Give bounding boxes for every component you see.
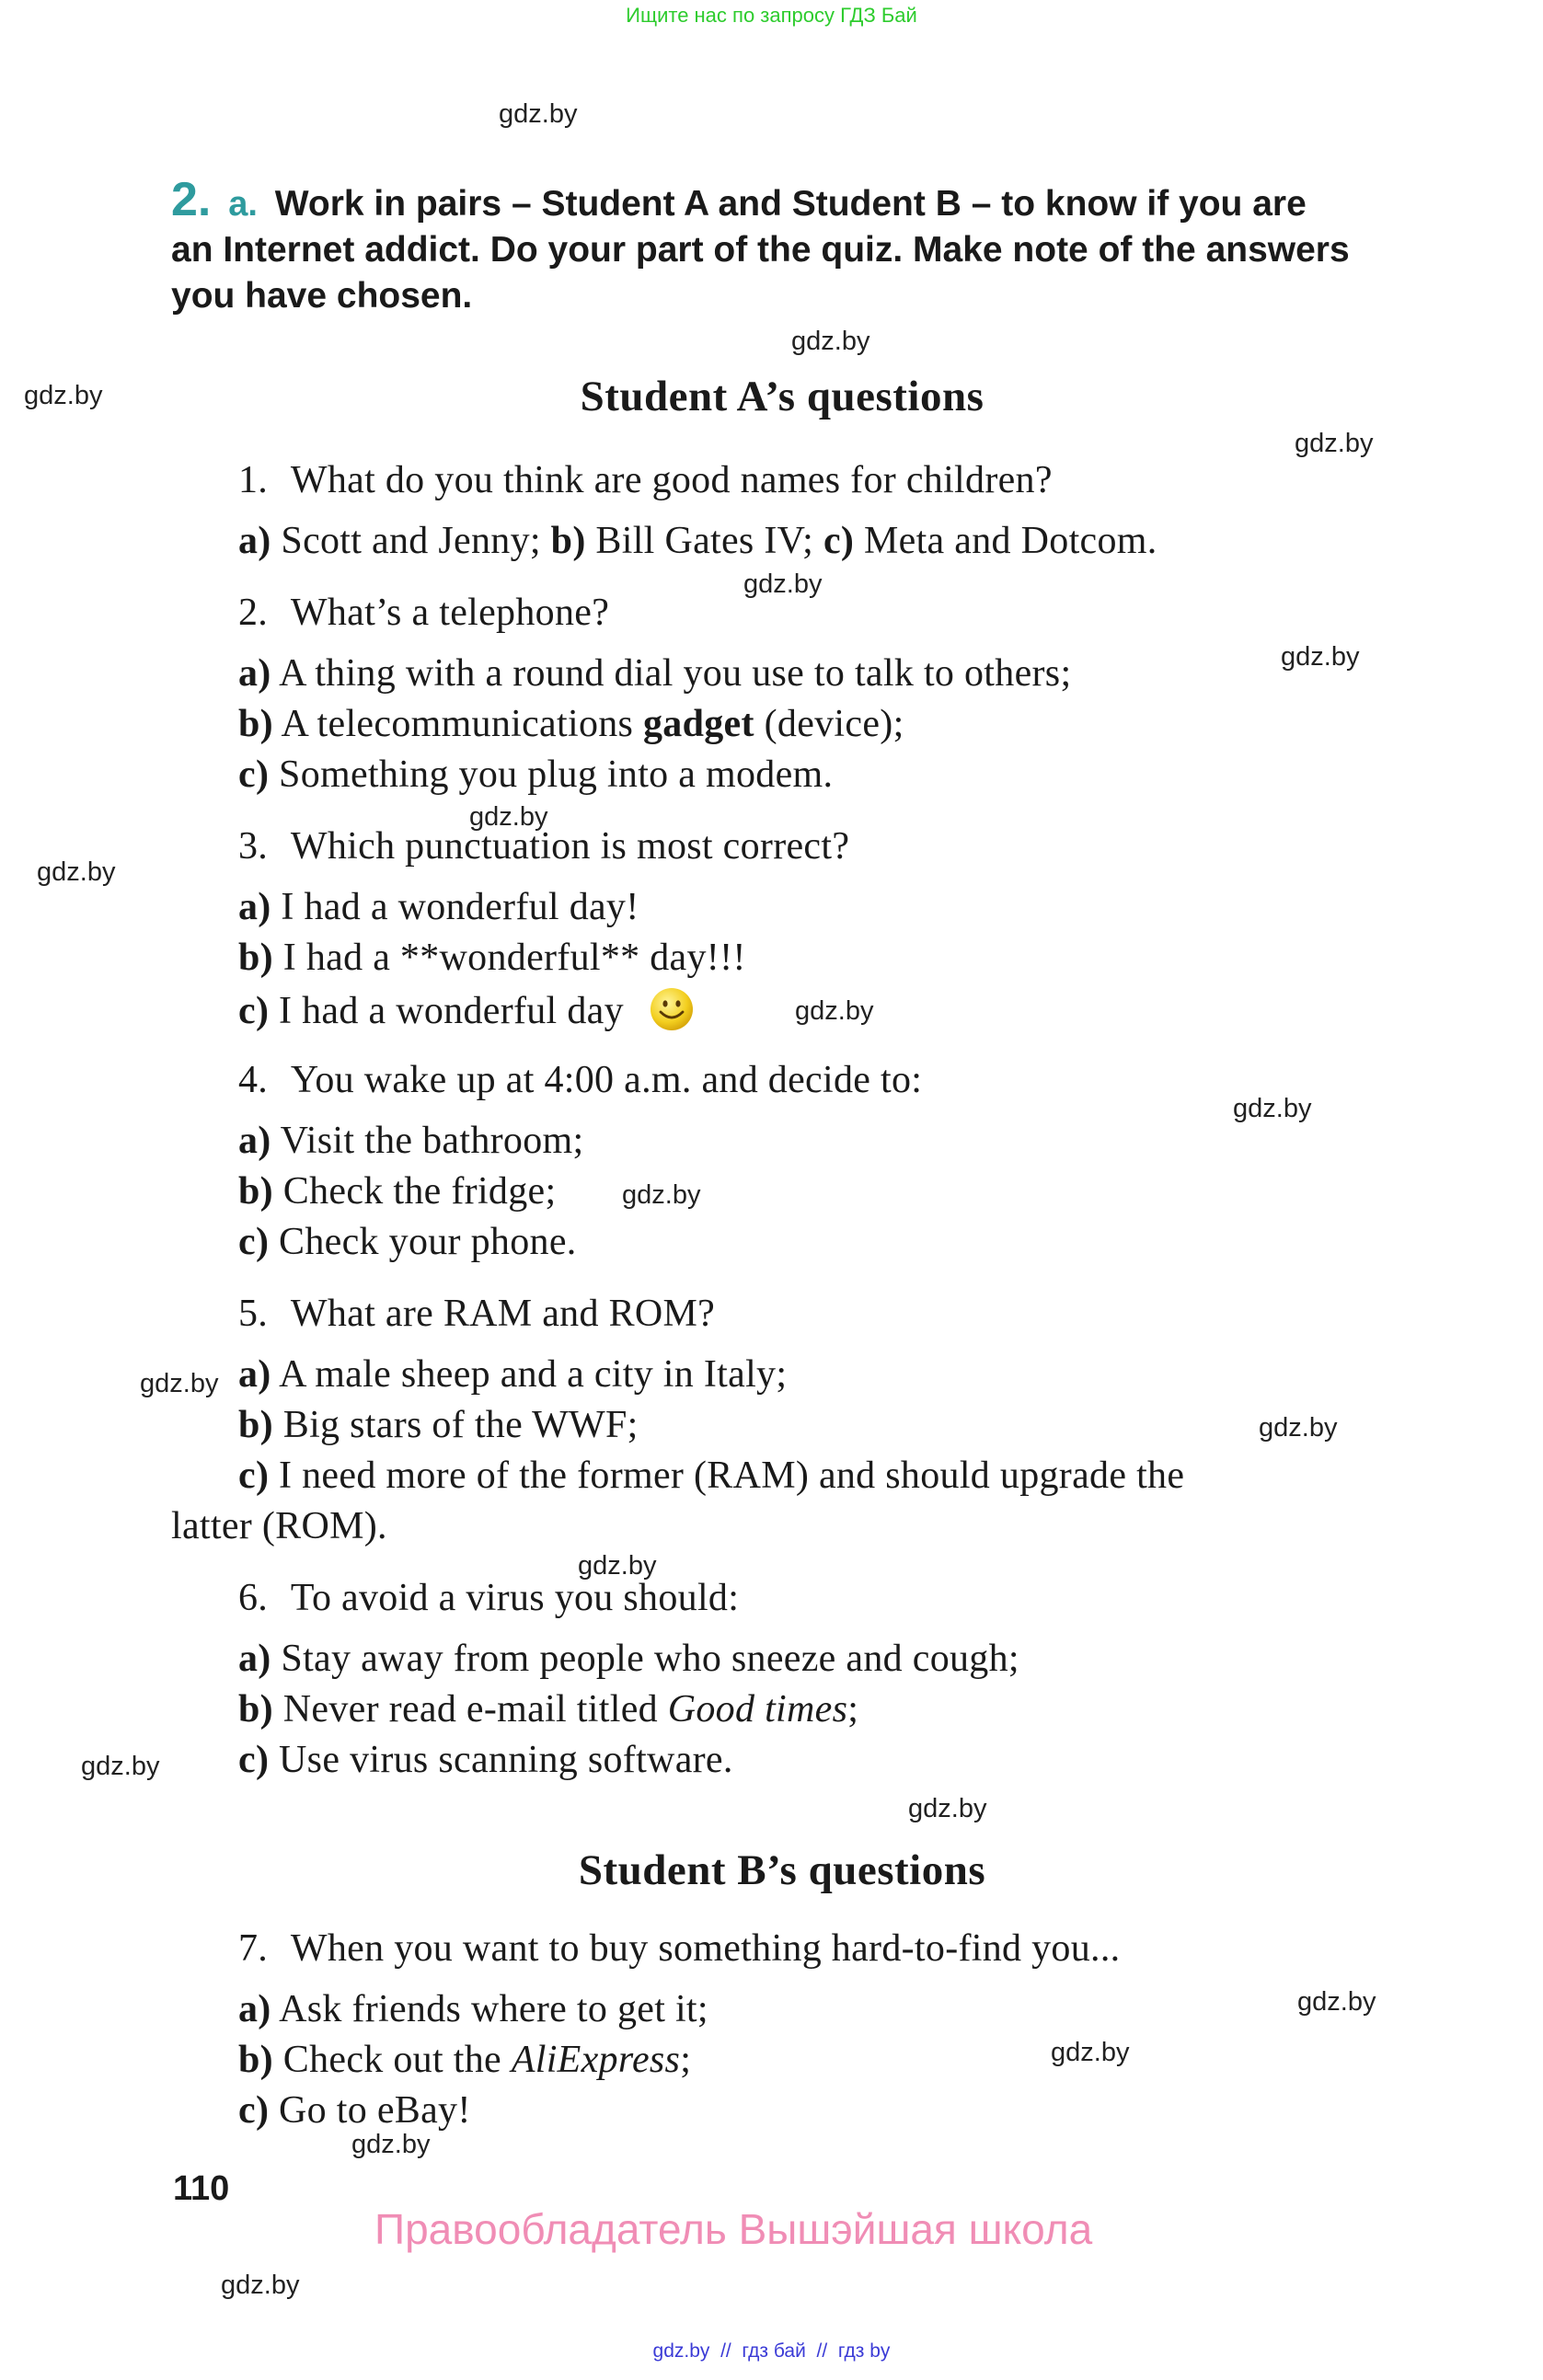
option-text: Check the fridge; <box>282 1170 557 1213</box>
watermark: gdz.by <box>908 1794 987 1823</box>
option-label: c) <box>238 753 270 796</box>
watermark: gdz.by <box>791 327 870 356</box>
question-number: 3. <box>238 825 269 868</box>
option-label: c) <box>823 520 855 562</box>
option-label: b) <box>238 703 273 745</box>
option-b <box>238 936 746 980</box>
option-text: Never read e-mail titled <box>282 1688 658 1730</box>
option-label: b) <box>238 1688 273 1730</box>
watermark: gdz.by <box>743 569 823 599</box>
question-number: 7. <box>238 1927 269 1970</box>
question-number: 2. <box>238 592 269 634</box>
question-text: What are RAM and ROM? <box>290 1293 716 1335</box>
option-label: c) <box>238 1221 270 1263</box>
option-label: a) <box>238 1120 271 1162</box>
question-text: What do you think are good names for children? <box>290 459 1053 501</box>
copyright-holder: Правообладатель Вышэйшая школа <box>374 2205 1093 2253</box>
option-text: ; <box>847 1688 859 1730</box>
option-label: a) <box>238 652 271 695</box>
question-text: What’s a telephone? <box>290 592 610 634</box>
task-line-1 <box>171 173 1350 227</box>
watermark: gdz.by <box>1233 1094 1312 1123</box>
option-text: I had a **wonderful** day!!! <box>282 937 746 979</box>
option-c <box>238 1454 1184 1498</box>
option-label: c) <box>238 2089 270 2132</box>
option-a <box>238 1987 708 2031</box>
question-2 <box>238 591 609 635</box>
page-number: 110 <box>173 2169 230 2208</box>
option-b <box>238 1687 858 1731</box>
option-text: I had a wonderful day <box>279 990 624 1033</box>
question-5 <box>238 1292 715 1336</box>
option-label: a) <box>238 886 271 928</box>
question-text: To avoid a virus you should: <box>290 1577 740 1619</box>
watermark: gdz.by <box>622 1180 701 1210</box>
section-b-heading: Student B’s questions <box>578 1846 986 1894</box>
option-a: Scott and Jenny; <box>281 520 541 562</box>
option-a <box>238 651 1071 696</box>
option-text: A male sheep and a city in Italy; <box>279 1353 788 1396</box>
task-line-3: you have chosen. <box>171 276 473 316</box>
watermark: gdz.by <box>221 2271 300 2300</box>
option-label: b) <box>238 2039 273 2081</box>
option-a <box>238 1637 1019 1681</box>
question-4 <box>238 1058 922 1102</box>
option-a <box>238 885 639 929</box>
option-text: Go to eBay! <box>279 2089 471 2132</box>
question-3 <box>238 824 849 868</box>
option-c <box>238 753 833 797</box>
option-label: b) <box>238 1404 273 1446</box>
option-b <box>238 702 904 746</box>
option-text: I need more of the former (RAM) and should upgrade the <box>279 1454 1185 1497</box>
option-label: a) <box>238 520 271 562</box>
watermark: gdz.by <box>1281 642 1360 672</box>
question-number: 6. <box>238 1577 269 1619</box>
option-keyword: gadget <box>643 703 754 745</box>
option-c <box>238 1738 733 1782</box>
option-c <box>238 2088 471 2133</box>
option-text: Something you plug into a modem. <box>279 753 834 796</box>
watermark: gdz.by <box>1051 2038 1130 2067</box>
footer-links[interactable]: gdz.by // гдз бай // гдз by <box>652 2340 891 2362</box>
task-instruction <box>171 173 1350 319</box>
question-number: 5. <box>238 1293 269 1335</box>
option-text: I had a wonderful day! <box>281 886 639 928</box>
option-label: a) <box>238 1638 271 1680</box>
watermark: gdz.by <box>1297 1987 1376 2017</box>
watermark: gdz.by <box>140 1369 219 1398</box>
watermark: gdz.by <box>499 99 578 129</box>
option-a <box>238 1119 583 1163</box>
option-b <box>238 1403 639 1447</box>
option-label: b) <box>238 937 273 979</box>
watermark: gdz.by <box>1259 1413 1338 1443</box>
question-text: You wake up at 4:00 a.m. and decide to: <box>290 1059 923 1101</box>
option-label: a) <box>238 1988 271 2030</box>
watermark: gdz.by <box>795 996 874 1026</box>
option-text: Stay away from people who sneeze and cough; <box>281 1638 1019 1680</box>
question-text: When you want to buy something hard-to-find you... <box>290 1927 1121 1970</box>
task-text-1: Work in pairs – Student A and Student B – to know if you are <box>274 184 1307 224</box>
option-c <box>238 986 695 1042</box>
option-text: Ask friends where to get it; <box>279 1988 708 2030</box>
question-text: Which punctuation is most correct? <box>290 825 850 868</box>
option-text: A telecommunications <box>281 703 634 745</box>
option-text: Check out the <box>282 2039 501 2081</box>
option-b: Bill Gates IV; <box>595 520 814 562</box>
option-text: Check your phone. <box>279 1221 577 1263</box>
option-text: Use virus scanning software. <box>279 1739 733 1781</box>
watermark: gdz.by <box>578 1551 657 1581</box>
question-6 <box>238 1576 739 1620</box>
option-italic-text: AliExpress <box>511 2039 681 2081</box>
option-text: Big stars of the WWF; <box>282 1404 639 1446</box>
option-label: c) <box>238 990 270 1033</box>
question-number: 4. <box>238 1059 269 1101</box>
watermark: gdz.by <box>351 2130 431 2159</box>
watermark: gdz.by <box>469 802 548 832</box>
option-text: ; <box>680 2039 692 2081</box>
watermark: gdz.by <box>1295 429 1374 458</box>
task-letter: a. <box>228 185 258 224</box>
option-label: c) <box>238 1454 270 1497</box>
watermark: gdz.by <box>37 857 116 887</box>
smiley-icon <box>649 986 695 1042</box>
option-c-continued: latter (ROM). <box>171 1505 387 1547</box>
search-hint-link[interactable]: Ищите нас по запросу ГДЗ Бай <box>626 4 917 27</box>
task-number: 2. <box>171 173 212 226</box>
option-label: b) <box>238 1170 273 1213</box>
question-1-options <box>238 519 1157 563</box>
option-label: b) <box>550 520 586 562</box>
option-b <box>238 1169 556 1213</box>
option-b <box>238 2038 691 2082</box>
option-c <box>238 1220 577 1264</box>
option-text: A thing with a round dial you use to talk to others; <box>279 652 1072 695</box>
option-a <box>238 1352 787 1397</box>
option-c: Meta and Dotcom. <box>864 520 1157 562</box>
option-label: c) <box>238 1739 270 1781</box>
task-line-2: an Internet addict. Do your part of the quiz. Make note of the answers <box>171 230 1350 270</box>
watermark: gdz.by <box>24 381 103 410</box>
option-text: Visit the bathroom; <box>280 1120 584 1162</box>
watermark: gdz.by <box>81 1752 160 1781</box>
option-italic-text: Good times <box>667 1688 848 1730</box>
question-number: 1. <box>238 459 269 501</box>
question-7 <box>238 1926 1120 1971</box>
option-text: (device); <box>764 703 904 745</box>
question-1 <box>238 458 1053 502</box>
section-a-heading: Student A’s questions <box>580 373 985 420</box>
option-label: a) <box>238 1353 271 1396</box>
